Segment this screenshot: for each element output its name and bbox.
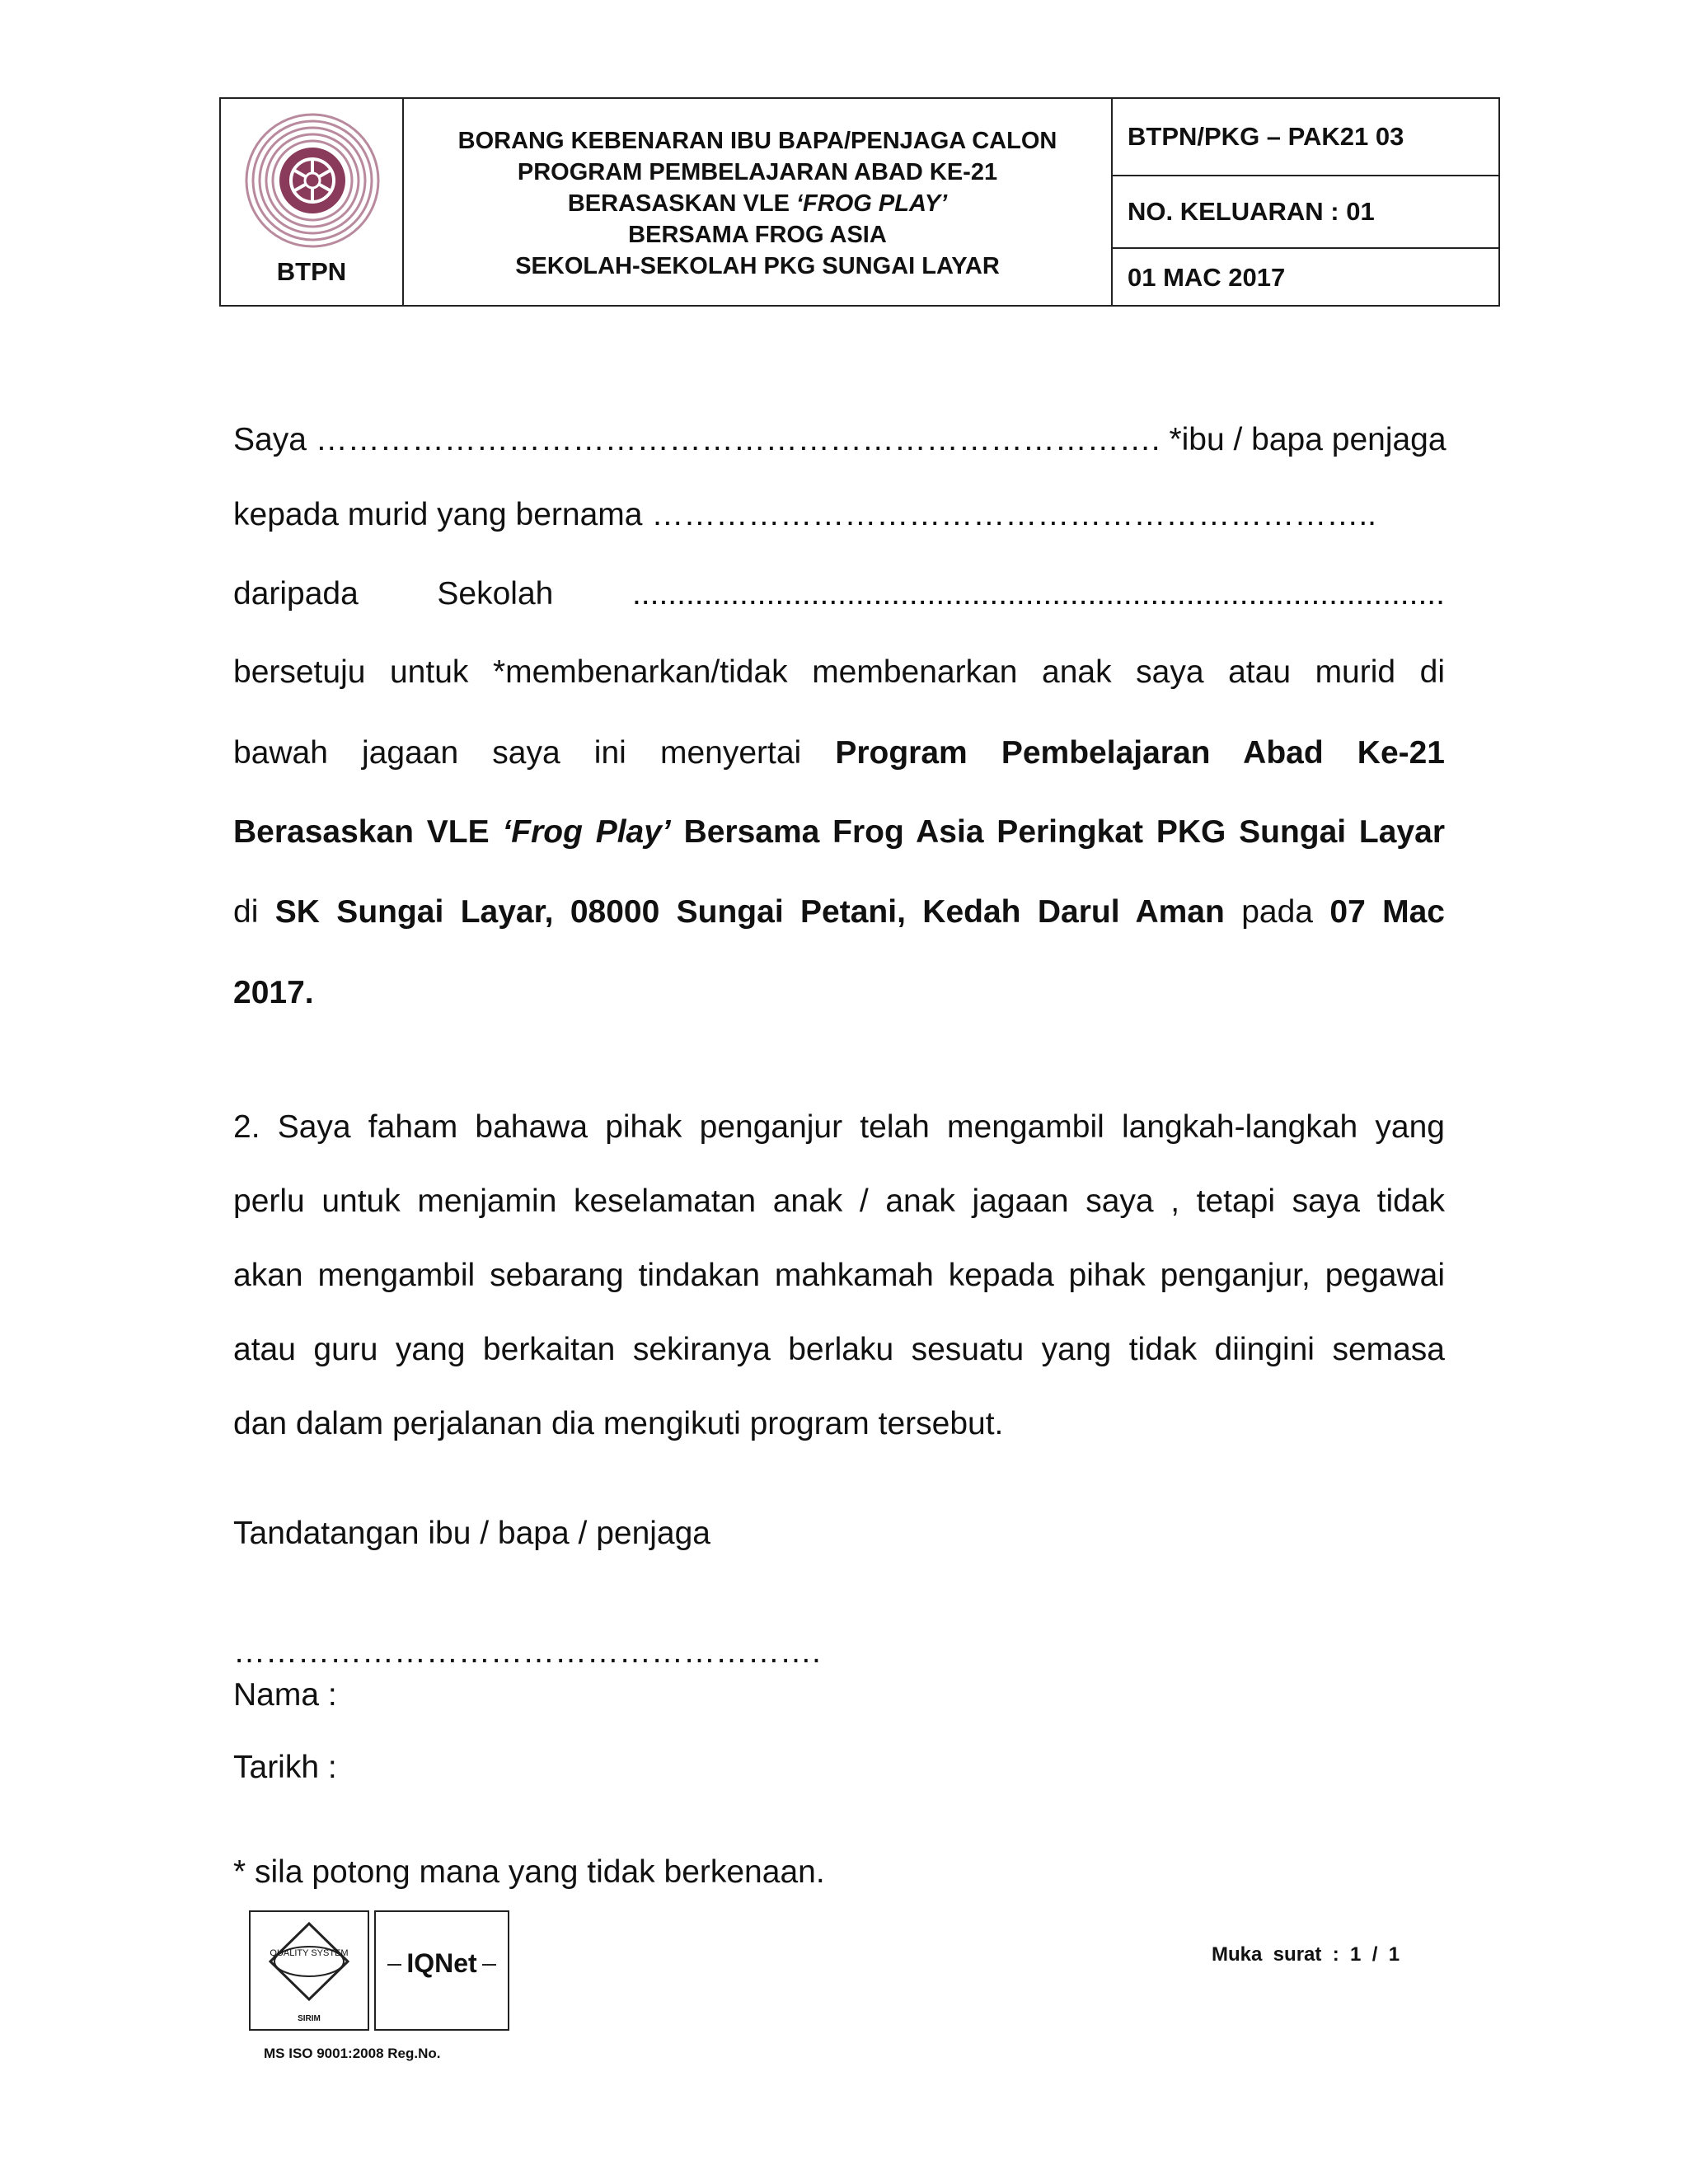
- body-line-3: daripada Sekolah ...........................................................................................: [233, 576, 1445, 612]
- school-name-blank: ...........................................................................................: [631, 576, 1445, 612]
- para2-line-4: atau guru yang berkaitan sekiranya berlaku sesuatu yang tidak diingini semasa: [233, 1332, 1445, 1367]
- iqnet-text: IQNet: [401, 1948, 481, 1978]
- name-label: Nama :: [233, 1677, 337, 1713]
- body-line-1: Saya ……………………………………………………………………. *ibu / bapa penjaga: [233, 422, 1447, 457]
- sirim-text: SIRIM: [298, 2014, 321, 2023]
- signature-label: Tandatangan ibu / bapa / penjaga: [233, 1516, 711, 1551]
- iqnet-cert: [374, 1910, 509, 2031]
- quality-system-cert: [249, 1910, 369, 2031]
- signature-blank: ……………………………………………….: [233, 1634, 821, 1670]
- body-line-8: 2017.: [233, 975, 314, 1010]
- logo-cell: [221, 99, 404, 305]
- body-line-2: kepada murid yang bernama …………………………………………………………..: [233, 497, 1376, 532]
- date-label: Tarikh :: [233, 1750, 337, 1785]
- student-name-blank: …………………………………………………………..: [651, 497, 1376, 532]
- para2-line-1: 2. Saya faham bahawa pihak penganjur telah mengambil langkah-langkah yang: [233, 1109, 1445, 1145]
- body-line-5: bawah jagaan saya ini menyertai Program Pembelajaran Abad Ke-21: [233, 735, 1446, 771]
- page-number: Muka surat : 1 / 1: [1212, 1943, 1400, 1966]
- org-label: BTPN: [276, 257, 347, 286]
- iqnet-logo: [376, 1948, 508, 1979]
- title-italic: ‘FROG PLAY’: [796, 190, 948, 217]
- meta-cells: [1113, 99, 1498, 305]
- form-date: 01 MAC 2017: [1128, 263, 1286, 292]
- title-line-1: BORANG KEBENARAN IBU BAPA/PENJAGA CALON: [457, 128, 1057, 154]
- title-line-5: SEKOLAH-SEKOLAH PKG SUNGAI LAYAR: [515, 253, 1000, 279]
- quality-system-text: QUALITY SYSTEM: [270, 1948, 349, 1958]
- body-line-4: bersetuju untuk *membenarkan/tidak membenarkan anak saya atau murid di: [233, 654, 1445, 690]
- quality-system-icon: [251, 1912, 368, 2029]
- parent-name-blank: …………………………………………………………………….: [315, 422, 1160, 457]
- para2-line-3: akan mengambil sebarang tindakan mahkamah kepada pihak penganjur, pegawai: [233, 1258, 1445, 1293]
- title-line-4: BERSAMA FROG ASIA: [628, 222, 887, 248]
- btpn-logo-icon: [244, 112, 381, 249]
- form-code: BTPN/PKG – PAK21 03: [1113, 99, 1498, 176]
- body-line-7: di SK Sungai Layar, 08000 Sungai Petani, Kedah Darul Aman pada 07 Mac: [233, 894, 1445, 930]
- body-line-6: Berasaskan VLE ‘Frog Play’ Bersama Frog Asia Peringkat PKG Sungai Layar: [233, 814, 1445, 850]
- iso-registration: MS ISO 9001:2008 Reg.No.: [264, 2046, 441, 2061]
- title-line-2: PROGRAM PEMBELAJARAN ABAD KE-21: [517, 159, 998, 185]
- form-title: [404, 99, 1113, 305]
- title-line-3: BERASASKAN VLE ‘FROG PLAY’: [567, 190, 948, 217]
- para2-line-2: perlu untuk menjamin keselamatan anak / anak jagaan saya , tetapi saya tidak: [233, 1183, 1445, 1219]
- para2-line-5: dan dalam perjalanan dia mengikuti program tersebut.: [233, 1406, 1004, 1441]
- footnote: * sila potong mana yang tidak berkenaan.: [233, 1854, 825, 1890]
- header-table: [219, 97, 1500, 307]
- release-number: NO. KELUARAN : 01: [1113, 176, 1498, 249]
